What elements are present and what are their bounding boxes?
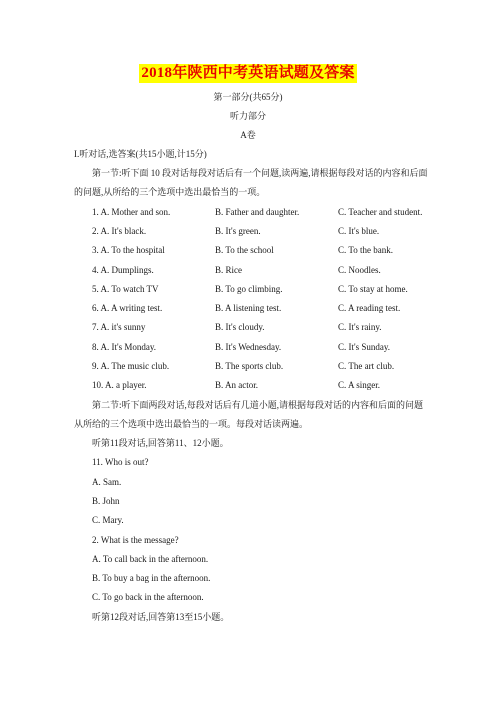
option-a: 9. A. The music club. (92, 361, 170, 371)
question-row (92, 379, 472, 391)
title-wrap (0, 64, 496, 83)
question-12-option-b: B. To buy a bag in the afternoon. (92, 573, 211, 583)
question-row (92, 341, 472, 353)
option-b: B. An actor. (215, 380, 258, 390)
question-row (92, 225, 472, 237)
option-b: B. Rice (215, 265, 242, 275)
section-one-intro-line-2: 的问题,从所给的三个选项中选出最恰当的一项。 (74, 187, 266, 197)
question-12-option-c: C. To go back in the afternoon. (92, 592, 204, 602)
section-two-intro-line-1: 第二节:听下面两段对话,每段对话后有几道小题,请根据每段对话的内容和后面的问题 (92, 400, 424, 410)
section-one-intro-line-1: 第一节:听下面 10 段对话每段对话后有一个问题,读两遍,请根据每段对话的内容和后面 (92, 168, 428, 178)
dialog-11-instruction: 听第11段对话,回答第11、12小题。 (92, 438, 229, 448)
question-row (92, 244, 472, 256)
option-b: B. To the school (215, 245, 274, 255)
option-a: 1. A. Mother and son. (92, 207, 171, 217)
question-row (92, 302, 472, 314)
question-11-option-c: C. Mary. (92, 515, 124, 525)
option-c: C. The art club. (338, 361, 395, 371)
question-row (92, 360, 472, 372)
question-row (92, 321, 472, 333)
dialog-12-instruction: 听第12段对话,回答第13至15小题。 (92, 612, 230, 622)
question-group-heading: I.听对话,选答案(共15小题,计15分) (74, 149, 207, 159)
section-heading: 听力部分 (229, 111, 266, 121)
option-a: 8. A. It's Monday. (92, 342, 157, 352)
option-b: B. To go climbing. (215, 284, 283, 294)
option-b: B. It's green. (215, 226, 261, 236)
question-11-option-b: B. John (92, 496, 120, 506)
option-c: C. Teacher and student. (338, 207, 423, 217)
question-row (92, 264, 472, 276)
question-11-text: 11. Who is out? (92, 457, 149, 467)
option-b: B. It's cloudy. (215, 322, 265, 332)
question-row (92, 283, 472, 295)
option-a: 2. A. It's black. (92, 226, 147, 236)
option-c: C. It's blue. (338, 226, 380, 236)
section-two-intro-line-2: 从所给的三个选项中选出最恰当的一项。每段对话读两遍。 (74, 419, 309, 429)
option-a: 5. A. To watch TV (92, 284, 159, 294)
question-12-text: 2. What is the message? (92, 535, 179, 545)
option-c: C. Noodles. (338, 265, 381, 275)
question-row (92, 206, 472, 218)
option-c: C. A singer. (338, 380, 381, 390)
option-a: 6. A. A writing test. (92, 303, 163, 313)
option-a: 7. A. it's sunny (92, 322, 146, 332)
option-b: B. The sports club. (215, 361, 284, 371)
option-b: B. A listening test. (215, 303, 282, 313)
option-c: C. It's Sunday. (338, 342, 391, 352)
question-11-option-a: A. Sam. (92, 477, 122, 487)
part-heading: 第一部分(共65分) (213, 92, 283, 102)
option-c: C. A reading test. (338, 303, 401, 313)
option-c: C. To stay at home. (338, 284, 408, 294)
option-b: B. Father and daughter. (215, 207, 300, 217)
option-c: C. It's rainy. (338, 322, 382, 332)
option-a: 3. A. To the hospital (92, 245, 165, 255)
question-12-option-a: A. To call back in the afternoon. (92, 554, 209, 564)
option-a: 10. A. a player. (92, 380, 147, 390)
option-b: B. It's Wednesday. (215, 342, 282, 352)
document-title: 2018年陕西中考英语试题及答案 (141, 65, 355, 81)
volume-heading: A卷 (240, 130, 256, 140)
option-a: 4. A. Dumplings. (92, 265, 154, 275)
option-c: C. To the bank. (338, 245, 393, 255)
